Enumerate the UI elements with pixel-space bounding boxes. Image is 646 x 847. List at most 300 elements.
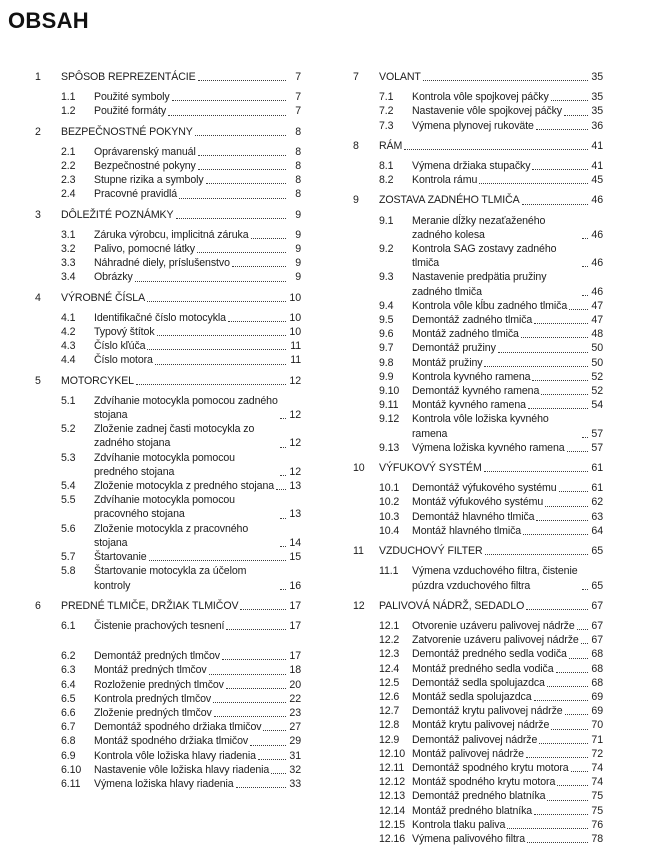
item-page-number: 78 <box>591 832 603 845</box>
item-number: 12.3 <box>379 648 400 661</box>
toc-item <box>353 495 603 509</box>
item-number: 12.10 <box>379 747 406 760</box>
item-page-number: 57 <box>591 427 603 440</box>
dot-leader <box>155 363 286 365</box>
toc-item <box>353 832 603 846</box>
item-title: Číslo motora <box>94 354 153 367</box>
toc-item <box>35 187 301 201</box>
dot-leader <box>197 251 286 253</box>
toc-section-heading <box>35 599 301 613</box>
item-page-number: 41 <box>591 160 603 173</box>
section-page-number: 61 <box>591 462 603 475</box>
section-number: 7 <box>353 71 359 83</box>
toc-section-items <box>35 619 301 791</box>
item-number: 10.1 <box>379 482 400 495</box>
section-title: VÝROBNÉ ČÍSLA <box>61 291 146 304</box>
section-title: DÔLEŽITÉ POZNÁMKY <box>61 208 174 221</box>
dot-leader <box>228 320 286 322</box>
item-title: Demontáž hlavného tlmiča <box>412 510 535 523</box>
item-number: 1.1 <box>61 91 76 104</box>
section-title: ZOSTAVA ZADNÉHO TLMIČA <box>379 194 520 207</box>
dot-leader <box>236 786 286 788</box>
item-number: 3.3 <box>61 257 76 270</box>
toc-item <box>35 493 301 521</box>
toc-item <box>353 119 603 133</box>
item-page-number: 8 <box>295 145 301 158</box>
toc-section-heading <box>35 291 301 305</box>
item-page-number: 46 <box>591 285 603 298</box>
toc-item <box>353 619 603 633</box>
item-page-number: 57 <box>591 441 603 454</box>
section-number: 6 <box>35 599 41 612</box>
item-page-number: 64 <box>591 524 603 537</box>
item-title: Záruka výrobcu, implicitná záruka <box>94 228 249 241</box>
dot-leader <box>564 114 588 116</box>
toc-item <box>35 104 301 118</box>
item-title: Zdvíhanie motocykla pomocou predného stojana <box>94 451 235 478</box>
toc-item <box>353 733 603 747</box>
dot-leader <box>271 772 286 774</box>
item-number: 12.9 <box>379 733 400 746</box>
section-page-number: 8 <box>295 125 301 138</box>
dot-leader <box>581 642 588 644</box>
dot-leader <box>147 300 286 302</box>
item-page-number: 7 <box>295 91 301 104</box>
section-page-number: 17 <box>289 599 301 612</box>
toc-section-items <box>35 228 301 285</box>
section-number: 4 <box>35 291 41 304</box>
toc-section-items <box>35 90 301 118</box>
dot-leader <box>582 588 588 590</box>
toc-item <box>35 451 301 479</box>
dot-leader <box>263 729 286 731</box>
item-title: Zdvíhanie motocykla pomocou pracovného stojana <box>94 494 235 521</box>
toc-section-heading <box>353 544 603 558</box>
item-number: 9.10 <box>379 385 400 398</box>
section-number: 8 <box>353 139 359 152</box>
dot-leader <box>250 744 286 746</box>
item-number: 5.7 <box>61 551 76 564</box>
item-page-number: 52 <box>591 385 603 398</box>
item-title: Kontrola tlaku paliva <box>412 818 506 831</box>
item-title: Zdvíhanie motocykla pomocou zadného stojana <box>94 394 278 422</box>
item-number: 8.2 <box>379 174 394 187</box>
dot-leader <box>565 713 588 715</box>
item-title: Demontáž predného blatníka <box>412 790 546 803</box>
item-title: Výmena plynovej rukoväte <box>412 119 534 132</box>
toc-item <box>353 242 603 270</box>
dot-leader <box>523 533 588 535</box>
toc-section <box>35 291 301 368</box>
toc-section <box>353 461 603 538</box>
dot-leader <box>240 608 286 610</box>
toc-section <box>353 544 603 593</box>
toc-item <box>353 173 603 187</box>
item-title: Meranie dĺžky nezaťaženého zadného kolesa <box>412 214 546 241</box>
toc-item <box>353 412 603 440</box>
item-title: Stupne rizika a symboly <box>94 174 204 187</box>
item-page-number: 75 <box>591 790 603 803</box>
item-title: Otvorenie uzáveru palivovej nádrže <box>412 619 575 632</box>
item-page-number: 11 <box>290 354 301 367</box>
section-number: 3 <box>35 208 41 221</box>
item-page-number: 65 <box>591 579 603 592</box>
toc-item <box>353 370 603 384</box>
item-page-number: 16 <box>289 579 301 592</box>
item-title: Montáž predného blatníka <box>412 804 533 817</box>
dot-leader <box>582 265 588 267</box>
item-number: 9.8 <box>379 356 394 369</box>
toc-item <box>353 662 603 676</box>
item-title: Nastavenie vôle ložiska hlavy riadenia <box>94 763 270 776</box>
dot-leader <box>534 322 588 324</box>
item-page-number: 11 <box>290 340 301 353</box>
toc-item <box>353 384 603 398</box>
item-title: Montáž kyvného ramena <box>412 399 526 412</box>
item-title: Použité formáty <box>94 105 167 118</box>
item-page-number: 62 <box>591 496 603 509</box>
toc-section <box>353 70 603 133</box>
item-number: 9.6 <box>379 328 394 341</box>
toc-item <box>35 90 301 104</box>
toc-section-items <box>353 564 603 592</box>
toc-item <box>35 706 301 720</box>
item-page-number: 17 <box>289 650 301 663</box>
item-page-number: 76 <box>591 818 603 831</box>
toc-item <box>353 747 603 761</box>
toc-section-heading <box>35 208 301 222</box>
dot-leader <box>534 699 588 701</box>
dot-leader <box>214 715 286 717</box>
toc-item <box>35 522 301 550</box>
dot-leader <box>276 488 286 490</box>
item-number: 12.11 <box>379 761 405 774</box>
item-page-number: 9 <box>295 257 301 270</box>
item-title: Kontrola predných tlmčov <box>94 692 212 705</box>
section-title: VZDUCHOVÝ FILTER <box>379 545 483 558</box>
item-title: Obrázky <box>94 271 133 284</box>
item-page-number: 8 <box>295 160 301 173</box>
toc-section-heading <box>353 70 603 84</box>
item-number: 9.12 <box>379 413 400 426</box>
dot-leader <box>135 280 286 282</box>
toc-section <box>35 70 301 119</box>
section-number: 12 <box>353 599 365 612</box>
toc-item <box>35 311 301 325</box>
dot-leader <box>179 197 286 199</box>
dot-leader <box>280 588 286 590</box>
dot-leader <box>149 559 287 561</box>
item-page-number: 71 <box>591 733 603 746</box>
toc-item <box>353 647 603 661</box>
item-number: 5.5 <box>61 494 76 507</box>
toc-section <box>353 599 603 846</box>
item-number: 6.10 <box>61 763 82 776</box>
dot-leader <box>557 784 588 786</box>
dot-leader <box>232 265 286 267</box>
toc-gap <box>35 633 301 649</box>
item-title: Demontáž spodného krytu motora <box>412 761 569 774</box>
dot-leader <box>479 182 588 184</box>
item-title: Náhradné diely, príslušenstvo <box>94 257 230 270</box>
item-number: 11.1 <box>379 565 399 578</box>
toc-item <box>35 663 301 677</box>
item-title: Výmena palivového filtra <box>412 832 526 845</box>
toc-column-left <box>35 64 301 846</box>
toc-item <box>353 510 603 524</box>
item-number: 6.8 <box>61 735 76 748</box>
dot-leader <box>577 628 588 630</box>
item-page-number: 74 <box>591 761 603 774</box>
toc-item <box>353 313 603 327</box>
dot-leader <box>534 813 588 815</box>
toc-item <box>35 692 301 706</box>
toc-item <box>353 214 603 242</box>
item-page-number: 33 <box>289 777 301 790</box>
item-title: Identifikačné číslo motocykla <box>94 311 226 324</box>
item-page-number: 50 <box>591 356 603 369</box>
item-title: Demontáž pružiny <box>412 342 496 355</box>
item-page-number: 12 <box>289 465 301 478</box>
toc-item <box>353 704 603 718</box>
dot-leader <box>582 294 588 296</box>
item-page-number: 35 <box>591 91 603 104</box>
item-number: 10.4 <box>379 524 400 537</box>
toc-item <box>353 299 603 313</box>
item-number: 10.2 <box>379 496 400 509</box>
item-number: 7.2 <box>379 105 394 118</box>
toc-item <box>35 678 301 692</box>
toc-section <box>353 139 603 188</box>
item-number: 12.8 <box>379 719 400 732</box>
toc-column-right <box>353 64 603 846</box>
dot-leader <box>423 79 588 81</box>
item-page-number: 29 <box>289 735 301 748</box>
toc-item <box>35 145 301 159</box>
item-title: Nastavenie vôle spojkovej páčky <box>412 105 563 118</box>
item-number: 9.2 <box>379 243 394 256</box>
item-number: 9.9 <box>379 370 394 383</box>
toc-item <box>353 718 603 732</box>
item-page-number: 12 <box>289 409 301 422</box>
item-page-number: 23 <box>289 706 301 719</box>
dot-leader <box>226 628 286 630</box>
item-page-number: 9 <box>295 228 301 241</box>
toc-section-items <box>353 619 603 846</box>
toc-item <box>353 676 603 690</box>
dot-leader <box>527 841 588 843</box>
dot-leader <box>498 351 588 353</box>
toc-item <box>353 789 603 803</box>
dot-leader <box>528 407 588 409</box>
toc-section-heading <box>353 461 603 475</box>
toc-item <box>35 159 301 173</box>
toc-item <box>353 524 603 538</box>
toc-section-heading <box>353 139 603 153</box>
item-title: Pracovné pravidlá <box>94 188 178 201</box>
item-page-number: 12 <box>289 437 301 450</box>
item-number: 1.2 <box>61 105 76 118</box>
item-title: Demontáž predného sedla vodiča <box>412 648 567 661</box>
item-page-number: 8 <box>295 174 301 187</box>
item-page-number: 46 <box>591 228 603 241</box>
item-page-number: 69 <box>591 705 603 718</box>
toc-item <box>35 720 301 734</box>
item-number: 7.1 <box>379 91 394 104</box>
item-number: 9.7 <box>379 342 394 355</box>
item-number: 5.4 <box>61 480 76 493</box>
toc-section-items <box>35 394 301 593</box>
item-page-number: 17 <box>289 619 301 632</box>
item-page-number: 74 <box>591 776 603 789</box>
toc-item <box>35 242 301 256</box>
item-title: Výmena ložiska kyvného ramena <box>412 441 565 454</box>
item-number: 4.4 <box>61 354 76 367</box>
section-title: VOLANT <box>379 71 421 83</box>
item-page-number: 13 <box>289 508 301 521</box>
toc-item <box>353 441 603 455</box>
dot-leader <box>280 517 286 519</box>
item-page-number: 14 <box>289 536 301 549</box>
section-title: PREDNÉ TLMIČE, DRŽIAK TLMIČOV <box>61 599 239 612</box>
dot-leader <box>559 490 588 492</box>
item-title: Montáž spodného krytu motora <box>412 776 556 789</box>
item-page-number: 68 <box>591 676 603 689</box>
section-page-number: 7 <box>295 71 301 83</box>
item-number: 6.6 <box>61 706 76 719</box>
dot-leader <box>198 154 286 156</box>
dot-leader <box>536 128 588 130</box>
item-title: Montáž výfukového systému <box>412 496 544 509</box>
dot-leader <box>209 673 286 675</box>
item-page-number: 7 <box>295 105 301 118</box>
item-title: Čistenie prachových tesnení <box>94 619 225 632</box>
section-page-number: 41 <box>591 139 603 152</box>
item-page-number: 67 <box>591 634 603 647</box>
section-page-number: 35 <box>591 71 603 83</box>
item-title: Palivo, pomocné látky <box>94 243 195 256</box>
dot-leader <box>569 657 588 659</box>
toc-section-heading <box>35 374 301 388</box>
toc-item <box>353 270 603 298</box>
item-number: 5.8 <box>61 565 76 578</box>
toc-item <box>35 734 301 748</box>
item-title: Bezpečnostné pokyny <box>94 160 196 173</box>
toc-item <box>353 564 603 592</box>
dot-leader <box>280 545 286 547</box>
dot-leader <box>526 608 588 610</box>
item-number: 6.9 <box>61 749 76 762</box>
dot-leader <box>136 383 286 385</box>
page-title: OBSAH <box>8 8 89 33</box>
dot-leader <box>551 99 588 101</box>
toc-columns <box>35 64 646 846</box>
item-number: 12.14 <box>379 804 406 817</box>
item-number: 4.3 <box>61 340 76 353</box>
toc-item <box>353 159 603 173</box>
item-number: 3.2 <box>61 243 76 256</box>
item-page-number: 68 <box>591 648 603 661</box>
item-title: Použité symboly <box>94 91 170 104</box>
item-number: 12.2 <box>379 634 400 647</box>
item-title: Demontáž predných tlmčov <box>94 650 220 663</box>
item-page-number: 72 <box>591 747 603 760</box>
item-number: 9.11 <box>379 399 399 412</box>
dot-leader <box>258 758 286 760</box>
dot-leader <box>280 417 286 419</box>
dot-leader <box>556 671 589 673</box>
toc-item <box>35 564 301 592</box>
dot-leader <box>567 450 588 452</box>
item-title: Nastavenie predpätia pružiny zadného tlmiča <box>412 271 547 298</box>
item-page-number: 61 <box>591 482 603 495</box>
item-title: Montáž zadného tlmiča <box>412 328 519 341</box>
dot-leader <box>280 446 286 448</box>
item-title: Demontáž výfukového systému <box>412 482 557 495</box>
item-page-number: 67 <box>591 619 603 632</box>
item-title: Rozloženie predných tlmčov <box>94 678 224 691</box>
item-title: Výmena ložiska hlavy riadenia <box>94 777 234 790</box>
item-title: Výmena držiaka stupačky <box>412 160 531 173</box>
dot-leader <box>536 519 588 521</box>
item-number: 5.1 <box>61 394 76 407</box>
item-page-number: 35 <box>591 105 603 118</box>
toc-item <box>353 818 603 832</box>
section-title: BEZPEČNOSTNÉ POKYNY <box>61 125 193 138</box>
item-page-number: 54 <box>591 399 603 412</box>
toc-section-items <box>353 214 603 455</box>
item-title: Montáž predného sedla vodiča <box>412 662 554 675</box>
dot-leader <box>547 685 588 687</box>
toc-item <box>35 256 301 270</box>
dot-leader <box>521 336 588 338</box>
item-number: 12.16 <box>379 832 406 845</box>
item-number: 12.1 <box>379 619 400 632</box>
item-title: Demontáž zadného tlmiča <box>412 314 533 327</box>
toc-item <box>35 394 301 422</box>
item-number: 6.2 <box>61 650 76 663</box>
dot-leader <box>569 308 588 310</box>
item-number: 4.2 <box>61 326 76 339</box>
item-page-number: 32 <box>289 763 301 776</box>
item-title: Montáž krytu palivovej nádrže <box>412 719 550 732</box>
item-number: 12.4 <box>379 662 400 675</box>
toc-item <box>353 775 603 789</box>
dot-leader <box>484 365 588 367</box>
dot-leader <box>547 799 588 801</box>
section-number: 2 <box>35 125 41 138</box>
item-number: 2.2 <box>61 160 76 173</box>
toc-section-items <box>35 311 301 368</box>
item-page-number: 18 <box>289 664 301 677</box>
section-title: PALIVOVÁ NÁDRŽ, SEDADLO <box>379 599 525 612</box>
item-page-number: 50 <box>591 342 603 355</box>
item-number: 9.1 <box>379 214 394 227</box>
dot-leader <box>484 470 588 472</box>
item-title: Kontrola vôle kĺbu zadného tlmiča <box>412 299 568 312</box>
section-page-number: 46 <box>591 194 603 207</box>
toc-item <box>353 398 603 412</box>
item-number: 2.4 <box>61 188 76 201</box>
item-number: 9.5 <box>379 314 394 327</box>
dot-leader <box>526 756 588 758</box>
toc-section <box>35 125 301 202</box>
item-number: 12.12 <box>379 776 406 789</box>
toc-item <box>35 619 301 633</box>
section-number: 9 <box>353 194 359 207</box>
item-title: Kontrola rámu <box>412 174 478 187</box>
item-page-number: 31 <box>289 749 301 762</box>
